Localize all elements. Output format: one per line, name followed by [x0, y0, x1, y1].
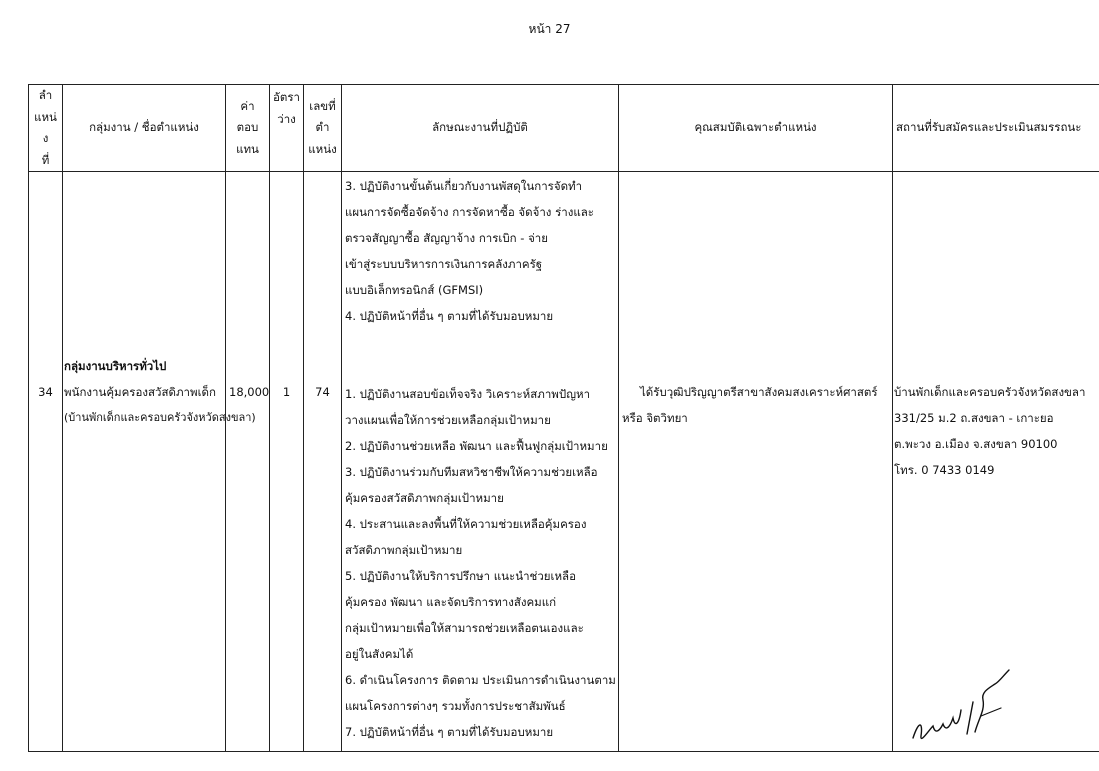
location-line: โทร. 0 7433 0149 — [894, 463, 995, 477]
duty-line: สวัสดิภาพกลุ่มเป้าหมาย — [345, 543, 463, 557]
header-salary-line: แทน — [236, 141, 259, 156]
header-salary-line: ตอบ — [236, 120, 259, 135]
duty-line: คุ้มครองสวัสดิภาพกลุ่มเป้าหมาย — [345, 491, 504, 505]
duty-line: แผนการจัดซื้อจัดจ้าง การจัดหาซื้อ จัดจ้าง ร่างและ — [345, 205, 594, 219]
header-position-no-line: ตำ — [315, 120, 330, 135]
qualification-line: ได้รับวุฒิปริญญาตรีสาขาสังคมสงเคราะห์ศาสตร์ — [640, 385, 878, 399]
cell-qualifications — [619, 172, 893, 752]
duty-line: อยู่ในสังคมได้ — [345, 647, 414, 661]
header-no-line: ที่ — [41, 152, 50, 167]
header-no-line: แหน่ง — [34, 109, 57, 145]
duty-spacer — [345, 329, 615, 381]
duty-line: 3. ปฏิบัติงานร่วมกับทีมสหวิชาชีพให้ความช่วยเหลือ — [345, 465, 598, 479]
duty-line: เข้าสู่ระบบบริหารการเงินการคลังภาครัฐ — [345, 257, 543, 271]
header-vacancy — [270, 85, 304, 172]
position-table — [28, 84, 1099, 752]
duty-line: 4. ปฏิบัติหน้าที่อื่น ๆ ตามที่ได้รับมอบหมาย — [345, 309, 554, 323]
duty-line: คุ้มครอง พัฒนา และจัดบริการทางสังคมแก่ — [345, 595, 557, 609]
qualification-line: หรือ จิตวิทยา — [622, 411, 688, 425]
header-no-line: ลำ — [38, 88, 53, 102]
header-salary-line: ค่า — [240, 98, 255, 113]
position-unit: (บ้านพักเด็กและครอบครัวจังหวัดสงขลา) — [64, 411, 256, 424]
duty-line: 2. ปฏิบัติงานช่วยเหลือ พัฒนา และฟื้นฟูกลุ่มเป้าหมาย — [345, 439, 608, 453]
duty-line: วางแผนเพื่อให้การช่วยเหลือกลุ่มเป้าหมาย — [345, 413, 551, 427]
location-line: บ้านพักเด็กและครอบครัวจังหวัดสงขลา — [894, 385, 1086, 399]
location-line: ต.พะวง อ.เมือง จ.สงขลา 90100 — [894, 437, 1058, 451]
group-name: กลุ่มงานบริหารทั่วไป — [64, 359, 167, 373]
cell-vacancy — [270, 172, 304, 752]
duty-line: ตรวจสัญญาซื้อ สัญญาจ้าง การเบิก - จ่าย — [345, 231, 549, 245]
header-row — [29, 85, 1099, 172]
header-position-no-line: แหน่ง — [308, 141, 337, 156]
header-duties: ลักษณะงานที่ปฏิบัติ — [342, 85, 619, 172]
header-vacancy-line: อัตรา — [273, 90, 301, 104]
duty-line: 5. ปฏิบัติงานให้บริการปรึกษา แนะนำช่วยเหลือ — [345, 569, 576, 583]
duty-line: 4. ประสานและลงพื้นที่ให้ความช่วยเหลือคุ้มครอง — [345, 517, 587, 531]
page-number: หน้า 27 — [528, 22, 571, 36]
cell-salary — [226, 172, 270, 752]
cell-position-no — [304, 172, 342, 752]
duty-line: 7. ปฏิบัติหน้าที่อื่น ๆ ตามที่ได้รับมอบหมาย — [345, 725, 554, 739]
header-position-no — [304, 85, 342, 172]
header-group: กลุ่มงาน / ชื่อตำแหน่ง — [63, 85, 226, 172]
duty-line: กลุ่มเป้าหมายเพื่อให้สามารถช่วยเหลือตนเองและ — [345, 621, 584, 635]
duty-line: 6. ดำเนินโครงการ ติดตาม ประเมินการดำเนินงานตาม — [345, 673, 616, 687]
position-number: 74 — [315, 385, 330, 399]
row-number: 34 — [38, 385, 53, 399]
handwritten-signature — [905, 660, 1015, 750]
cell-duties — [342, 172, 619, 752]
header-location: สถานที่รับสมัครและประเมินสมรรถนะ — [893, 85, 1099, 172]
header-vacancy-line: ว่าง — [277, 111, 296, 126]
duty-line: 3. ปฏิบัติงานขั้นต้นเกี่ยวกับงานพัสดุในการจัดทำ — [345, 179, 583, 193]
header-salary — [226, 85, 270, 172]
cell-no — [29, 172, 63, 752]
header-position-no-line: เลขที่ — [309, 98, 336, 113]
header-no — [29, 85, 63, 172]
duty-line: 1. ปฏิบัติงานสอบข้อเท็จจริง วิเคราะห์สภาพปัญหา — [345, 387, 591, 401]
duty-line: แบบอิเล็กทรอนิกส์ (GFMSI) — [345, 283, 484, 297]
position-title: พนักงานคุ้มครองสวัสดิภาพเด็ก — [64, 385, 216, 399]
salary-value: 18,000 — [229, 385, 270, 399]
vacancy-value: 1 — [282, 385, 291, 399]
location-line: 331/25 ม.2 ถ.สงขลา - เกาะยอ — [894, 411, 1054, 425]
header-qualifications: คุณสมบัติเฉพาะตำแหน่ง — [619, 85, 893, 172]
duty-line: แผนโครงการต่างๆ รวมทั้งการประชาสัมพันธ์ — [345, 699, 566, 713]
